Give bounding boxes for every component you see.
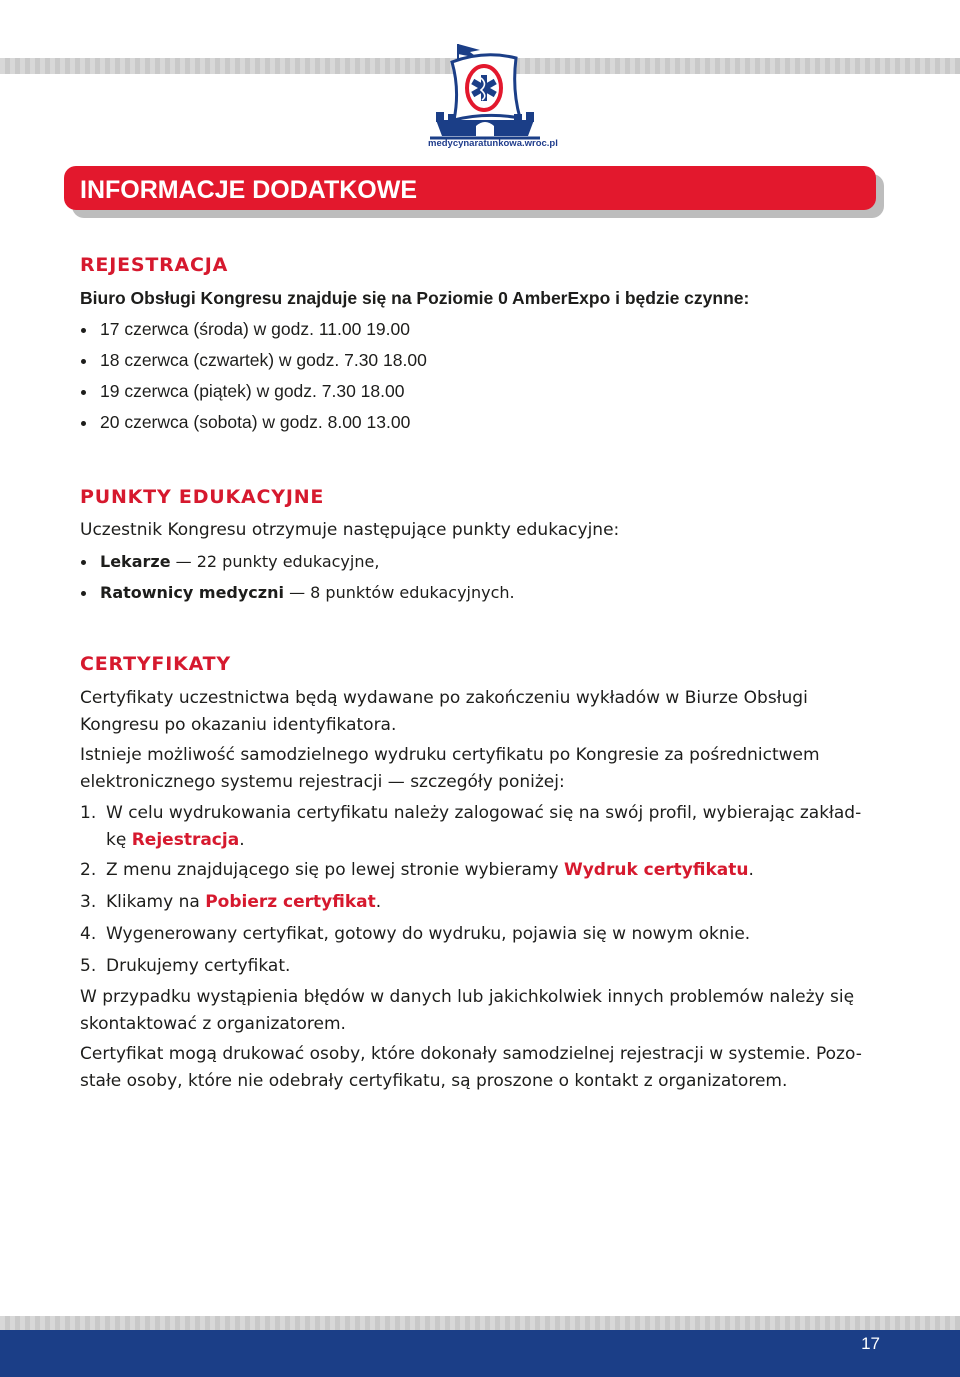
bullet-icon <box>81 560 86 565</box>
bullet-icon <box>81 421 86 426</box>
page-number: 17 <box>861 1334 880 1353</box>
certyfikaty-p3-line2: skontaktować z organizatorem. <box>80 1014 346 1034</box>
link-wydruk-certyfikatu[interactable]: Wydruk certyfikatu <box>563 860 749 880</box>
certyfikaty-p1-line2: Kongresu po okazaniu identyfikatora. <box>80 715 397 735</box>
congress-logo <box>424 40 558 152</box>
list-item: 20 czerwca (sobota) w godz. 8.00 13.00 <box>80 407 427 438</box>
bottom-stripe <box>0 1316 960 1330</box>
certyfikaty-p2-line1: Istnieje możliwość samodzielnego wydruku certyfikatu po Kongresie za pośrednictwem <box>80 745 820 765</box>
rejestracja-heading: REJESTRACJA <box>80 254 229 276</box>
certyfikaty-p4-line2: stałe osoby, które nie odebrały certyfikatu, są proszone o kontakt z organizatorem. <box>80 1071 788 1091</box>
rejestracja-intro: Biuro Obsługi Kongresu znajduje się na Poziomie 0 AmberExpo i będzie czynne: <box>80 288 750 308</box>
bullet-icon <box>81 591 86 596</box>
certyfikaty-p4-line1: Certyfikat mogą drukować osoby, które dokonały samodzielnej rejestracji w systemie. Pozo- <box>80 1044 862 1064</box>
list-item: Ratownicy medyczni — 8 punktów edukacyjnych. <box>80 577 515 608</box>
step-1: 1. W celu wydrukowania certyfikatu należy zalogować się na swój profil, wybierając zakład- <box>80 803 862 823</box>
list-item: Lekarze — 22 punkty edukacyjne, <box>80 546 515 577</box>
points-list <box>80 546 515 608</box>
step-3: 3. Klikamy na Pobierz certyfikat. <box>80 892 382 912</box>
section-banner <box>64 166 876 210</box>
link-pobierz-certyfikat[interactable]: Pobierz certyfikat <box>205 892 376 912</box>
step-2: 2. Z menu znajdującego się po lewej stronie wybieramy Wydruk certyfikatu. <box>80 860 754 880</box>
step-5: 5. Drukujemy certyfikat. <box>80 956 291 976</box>
page-title: INFORMACJE DODATKOWE <box>80 176 418 204</box>
bullet-icon <box>81 390 86 395</box>
list-item: 17 czerwca (środa) w godz. 11.00 19.00 <box>80 314 427 345</box>
step-1-cont: kę Rejestracja. <box>106 830 245 850</box>
bullet-icon <box>81 359 86 364</box>
certyfikaty-heading: CERTYFIKATY <box>80 653 231 675</box>
footer-bar <box>0 1330 960 1377</box>
list-item: 19 czerwca (piątek) w godz. 7.30 18.00 <box>80 376 427 407</box>
certyfikaty-p3-line1: W przypadku wystąpienia błędów w danych lub jakichkolwiek innych problemów należy się <box>80 987 855 1007</box>
certyfikaty-p2-line2: elektronicznego systemu rejestracji — szczegóły poniżej: <box>80 772 565 792</box>
list-item: 18 czerwca (czwartek) w godz. 7.30 18.00 <box>80 345 427 376</box>
hours-list <box>80 314 427 438</box>
link-rejestracja[interactable]: Rejestracja <box>131 830 240 850</box>
punkty-heading: PUNKTY EDUKACYJNE <box>80 486 325 508</box>
logo-url[interactable]: medycynaratunkowa.wroc.pl <box>428 138 558 149</box>
certyfikaty-p1-line1: Certyfikaty uczestnictwa będą wydawane po zakończeniu wykładów w Biurze Obsługi <box>80 688 808 708</box>
step-4: 4. Wygenerowany certyfikat, gotowy do wydruku, pojawia się w nowym oknie. <box>80 924 751 944</box>
punkty-intro: Uczestnik Kongresu otrzymuje następujące punkty edukacyjne: <box>80 520 620 540</box>
bullet-icon <box>81 328 86 333</box>
